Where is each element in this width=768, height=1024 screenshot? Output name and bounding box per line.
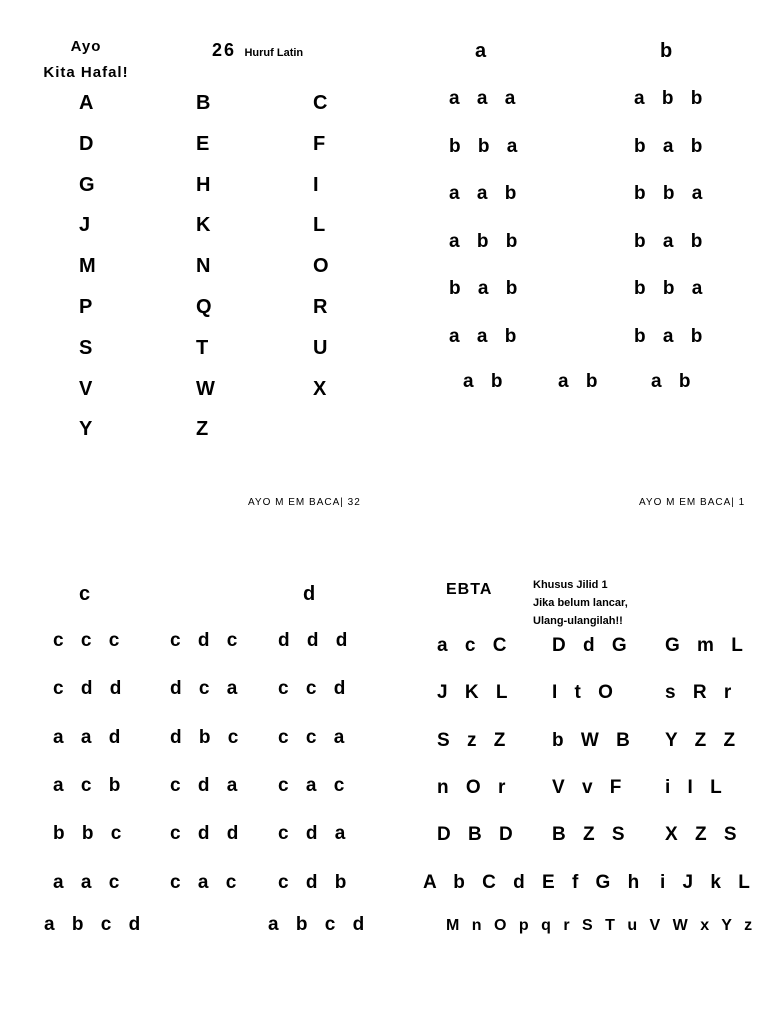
reading-pair: a b: [558, 371, 604, 392]
alphabet-letter: T: [196, 336, 209, 359]
reading-row: n O r: [437, 776, 512, 798]
reading-row: b b a: [634, 278, 709, 299]
alphabet-letter: N: [196, 255, 211, 278]
alphabet-letter: K: [196, 214, 211, 237]
page-3-bottom-left: a b c d: [44, 914, 147, 935]
note-line-3: Ulang-ulangilah!!: [533, 615, 623, 627]
reading-row: D B D: [437, 824, 519, 846]
alphabet-letter: X: [313, 377, 327, 400]
alphabet-letter: G: [79, 173, 95, 196]
alphabet-letter: F: [313, 132, 326, 155]
alphabet-letter: D: [79, 132, 94, 155]
reading-row: b a b: [449, 278, 524, 299]
reading-row: c c d: [278, 678, 352, 700]
alphabet-letter: S: [79, 336, 93, 359]
reading-row: A b C d: [423, 871, 531, 893]
reading-row: I t O: [552, 682, 619, 704]
page-1-heading: [212, 40, 303, 61]
reading-row: D d G: [552, 635, 633, 656]
alphabet-letter: R: [313, 296, 328, 318]
alphabet-letter: C: [313, 92, 328, 114]
reading-row: a a a: [449, 88, 522, 109]
alphabet-letter: W: [196, 377, 215, 400]
page-3-header-right: d: [303, 583, 316, 605]
reading-row: b a b: [634, 325, 709, 347]
reading-row: a c C: [437, 635, 513, 656]
reading-row: b b c: [53, 823, 128, 845]
reading-row: a b b: [449, 230, 524, 252]
reading-row: c d d: [53, 678, 128, 700]
page-1-subtitle: Huruf Latin: [244, 47, 304, 59]
note-line-2: Jika belum lancar,: [533, 597, 628, 609]
alphabet-letter: L: [313, 214, 326, 237]
reading-row: c d a: [170, 774, 244, 796]
title-line-1: Ayo: [70, 38, 102, 55]
reading-row: b W B: [552, 729, 636, 751]
reading-row: B Z S: [552, 824, 631, 846]
reading-row: c c a: [278, 726, 351, 748]
reading-row: Y Z Z: [665, 729, 742, 751]
reading-row: d d d: [278, 630, 354, 651]
letter-count: 26: [212, 40, 237, 60]
reading-pair: a b: [463, 371, 509, 392]
reading-pair: a b: [651, 371, 697, 392]
page-3-header-left: c: [79, 583, 91, 605]
page-1-title: [40, 34, 132, 86]
page-2-header-right: b: [660, 40, 673, 62]
page-2-footer: AYO M EM BACA| 1: [639, 497, 746, 508]
page-4-title: EBTA: [446, 581, 493, 598]
note-line-1: Khusus Jilid 1: [533, 579, 608, 591]
reading-row: a b b: [634, 88, 709, 109]
title-line-2: Kita Hafal!: [43, 64, 129, 81]
reading-row: c a c: [170, 871, 243, 893]
alphabet-letter: U: [313, 336, 328, 359]
reading-row: X Z S: [665, 824, 743, 846]
page-3-bottom-right: a b c d: [268, 914, 371, 935]
alphabet-letter: H: [196, 173, 211, 196]
reading-row: d c a: [170, 678, 244, 700]
alphabet-letter: P: [79, 296, 93, 318]
reading-row: i I L: [665, 776, 728, 798]
reading-row: G m L: [665, 635, 749, 656]
reading-row: c c c: [53, 630, 126, 651]
alphabet-letter: J: [79, 214, 91, 237]
reading-row: b b a: [634, 183, 709, 204]
reading-row: b b a: [449, 135, 524, 157]
reading-row: d b c: [170, 726, 245, 748]
reading-row: c d a: [278, 823, 352, 845]
reading-row: V v F: [552, 776, 628, 798]
reading-row: a a d: [53, 726, 127, 748]
page-1-footer: AYO M EM BACA| 32: [248, 497, 361, 508]
page-2-header-left: a: [475, 40, 487, 62]
alphabet-letter: V: [79, 377, 93, 400]
reading-row: i J k L: [660, 871, 756, 893]
reading-row: c d b: [278, 871, 353, 893]
reading-row: J K L: [437, 682, 514, 704]
alphabet-letter: B: [196, 92, 211, 114]
reading-row: s R r: [665, 682, 738, 704]
reading-row: a a b: [449, 183, 523, 204]
page-4-note: [533, 576, 628, 630]
alphabet-letter: O: [313, 255, 329, 278]
reading-row: b a b: [634, 135, 709, 157]
alphabet-letter: Y: [79, 418, 93, 441]
reading-row: a a c: [53, 871, 126, 893]
reading-row: c d d: [170, 823, 245, 845]
reading-row: c a c: [278, 774, 351, 796]
page-4-bottom-row: M n O p q r S T u V W x Y z: [446, 917, 757, 934]
reading-row: b a b: [634, 230, 709, 252]
alphabet-letter: M: [79, 255, 96, 278]
reading-row: a a b: [449, 325, 523, 347]
reading-row: a c b: [53, 774, 127, 796]
reading-row: S z Z: [437, 729, 512, 751]
reading-row: c d c: [170, 630, 244, 651]
alphabet-letter: A: [79, 92, 94, 114]
alphabet-letter: Q: [196, 296, 212, 318]
alphabet-letter: I: [313, 173, 319, 196]
alphabet-letter: Z: [196, 418, 209, 441]
alphabet-letter: E: [196, 132, 210, 155]
reading-row: E f G h: [542, 871, 646, 893]
